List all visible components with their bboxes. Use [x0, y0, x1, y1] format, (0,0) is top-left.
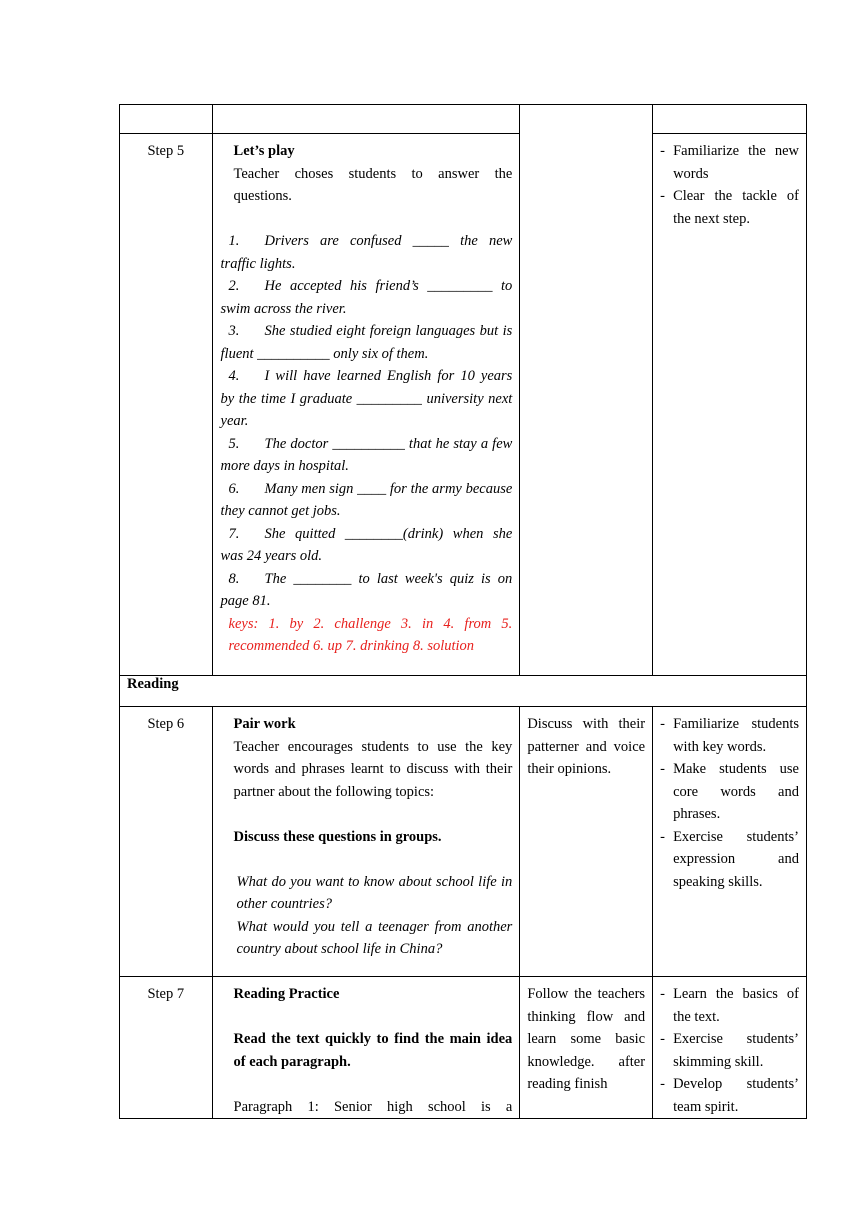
answer-keys: keys: 1. by 2. challenge 3. in 4. from 5. recommended 6. up 7. drinking 8. solution — [228, 615, 513, 654]
step6-label: Step 6 — [147, 716, 185, 732]
purpose-item: - Learn the basics of the text. — [660, 983, 799, 1028]
step7-activity-cell — [212, 977, 520, 1119]
step5-activity-cell — [212, 134, 520, 676]
step7-student-activity: Follow the teachers thinking flow and learn some basic knowledge. after reading finish — [527, 986, 646, 1092]
step6-row — [120, 707, 807, 977]
step5-label: Step 5 — [147, 143, 185, 159]
discussion-question: What would you tell a teenager from another country about school life in China? — [236, 918, 513, 957]
reading-section-cell — [120, 676, 807, 707]
empty-cell — [120, 105, 213, 134]
step6-subtitle: Discuss these questions in groups. — [233, 828, 442, 845]
step5-row — [120, 134, 807, 676]
question-item: 2. He accepted his friend’s _________ to swim across the river. — [220, 278, 513, 317]
step7-label: Step 7 — [147, 986, 185, 1002]
step6-student-cell — [520, 707, 653, 977]
step7-label-cell — [120, 977, 213, 1119]
step7-student-cell — [520, 977, 653, 1119]
step6-activity-cell — [212, 707, 520, 977]
purpose-item: - Clear the tackle of the next step. — [660, 185, 799, 230]
purpose-item: - Make students use core words and phrases. — [660, 758, 799, 826]
step6-intro: Teacher encourages students to use the key words and phrases learnt to discuss with their partner about the following topics: — [233, 738, 513, 800]
purpose-item: - Exercise students’ expression and speaking skills. — [660, 826, 799, 894]
question-item: 6. Many men sign ____ for the army because they cannot get jobs. — [220, 480, 513, 519]
step5-purpose-cell — [653, 134, 807, 676]
step6-student-activity: Discuss with their patterner and voice their opinions. — [527, 716, 646, 777]
empty-cell — [212, 105, 520, 134]
step5-title: Let’s play — [233, 143, 295, 159]
question-item: 7. She quitted ________(drink) when she was 24 years old. — [220, 525, 513, 564]
purpose-item: - Develop students’ team spirit. — [660, 1073, 799, 1118]
empty-top-row — [120, 105, 807, 134]
step7-subtitle: Read the text quickly to find the main idea of each paragraph. — [233, 1031, 513, 1070]
discussion-question: What do you want to know about school life in other countries? — [236, 873, 513, 912]
purpose-item: - Exercise students’ skimming skill. — [660, 1028, 799, 1073]
step7-title: Reading Practice — [233, 986, 340, 1002]
step7-purpose-cell — [653, 977, 807, 1119]
step7-paragraph: Paragraph 1: Senior high school is a — [233, 1098, 513, 1115]
question-item: 1. Drivers are confused _____ the new traffic lights. — [220, 233, 513, 272]
question-list — [213, 230, 520, 613]
step5-intro: Teacher choses students to answer the questions. — [233, 165, 513, 204]
purpose-item: - Familiarize the new words — [660, 140, 799, 185]
reading-section-row — [120, 676, 807, 707]
step7-row — [120, 977, 807, 1119]
step6-title: Pair work — [233, 716, 296, 732]
question-item: 3. She studied eight foreign languages but is fluent __________ only six of them. — [220, 323, 513, 362]
question-item: 5. The doctor __________ that he stay a few more days in hospital. — [220, 435, 513, 474]
purpose-item: - Familiarize students with key words. — [660, 713, 799, 758]
step5-student-cell — [520, 105, 653, 676]
step6-label-cell — [120, 707, 213, 977]
step5-label-cell — [120, 134, 213, 676]
question-item: 4. I will have learned English for 10 years by the time I graduate _________ university next year. — [220, 368, 513, 429]
section-heading-reading: Reading — [127, 676, 179, 692]
lesson-plan-table — [119, 104, 807, 1119]
question-item: 8. The ________ to last week's quiz is on page 81. — [220, 570, 513, 609]
empty-cell — [653, 105, 807, 134]
step6-purpose-cell — [653, 707, 807, 977]
